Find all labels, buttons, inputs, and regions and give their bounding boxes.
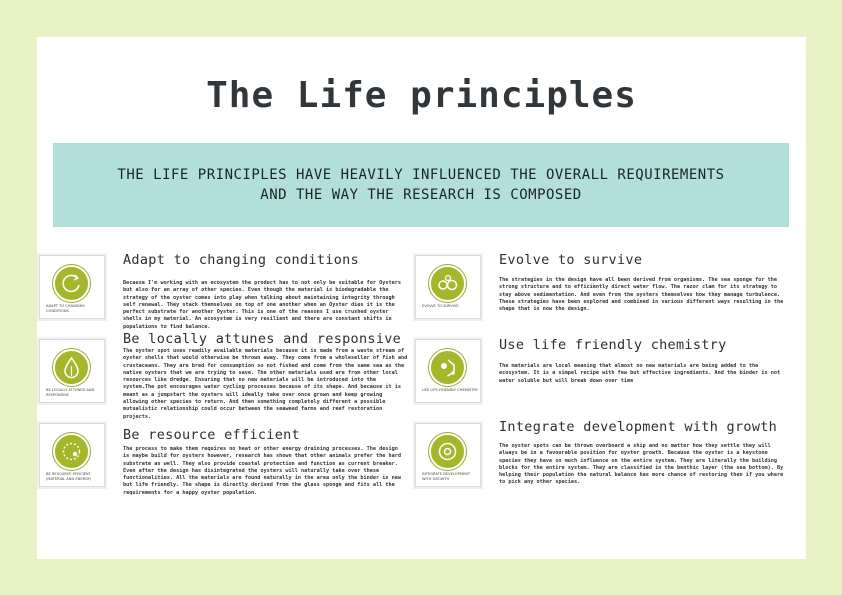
principle-card-evolve — [415, 255, 481, 319]
card-label: USE LIFE-FRIENDLY CHEMISTRY — [422, 388, 478, 392]
card-label: EVOLVE TO SURVIVE — [422, 304, 459, 308]
principle-card-local — [39, 339, 105, 403]
heading-evolve: Evolve to survive — [499, 252, 643, 268]
heading-chemistry: Use life friendly chemistry — [499, 337, 727, 353]
page-sheet — [37, 37, 806, 559]
dotted-cycle-icon — [53, 433, 90, 470]
molecule-icon — [429, 349, 466, 386]
text-local: The oyster spot uses readily available materials because it is made from a waste stream of oyster shells that would otherwise be thrown away. They come from a wholeseller of fish and crustaceans. They are bred for consumption so not fished and come from the same sea as the native oysters that we are trying to save. The other materials used are from other local resources like dredge. Ensuring that no new materials will be introduced into the system.The pot encourages water cycling processes because of its shape. And because it is meant as a jumpstart the oysters will ideally take over once grown and keep growing allowing other species to return. And then something completely different a possible mutualistic relationship could occur between the seaweed farms and reef restoration projects. — [123, 348, 408, 420]
text-evolve: The strategies in the design have all been derived from organisms. The sea sponge for the strong structure and to efficiently direct water flow. The razor clam for its strategy to stay above sedimentation. And even from the oysters themselves how they manage turbulence. These strategies have been explored and combined in various different ways resulting in the shape that is now the design. — [499, 277, 784, 313]
concentric-circle-icon — [429, 433, 466, 470]
heading-efficient: Be resource efficient — [123, 427, 300, 443]
principle-card-adapt — [39, 255, 105, 319]
heading-adapt: Adapt to changing conditions — [123, 252, 359, 268]
heading-integrate: Integrate development with growth — [499, 419, 778, 435]
leaf-drop-icon — [53, 349, 90, 386]
card-label: BE RESOURCE EFFICIENT (MATERIAL AND ENERGY) — [46, 472, 92, 481]
banner-text: THE LIFE PRINCIPLES HAVE HEAVILY INFLUENCED THE OVERALL REQUIREMENTS AND THE WAY THE RESEARCH IS COMPOSED — [117, 167, 725, 203]
heading-local: Be locally attunes and responsive — [123, 331, 402, 347]
card-label: BE LOCALLY ATTUNED AND RESPONSIVE — [46, 388, 95, 397]
page-title: The Life principles — [206, 75, 637, 116]
text-integrate: The oyster spots can be thrown overboard a ship and no matter how they settle they will always be in a favourable position for oyster growth. Because the oyster is a keystone species they have so much influence on the entire system. They are literally the building blocks for the entire system. They are classified in the benthic layer (the sea bottom). By helping their population the natural balance has more chance of restoring then if you where to pick any other species. — [499, 443, 784, 486]
intro-banner — [53, 143, 789, 227]
card-label: ADAPT TO CHANGING CONDITIONS — [46, 304, 85, 313]
text-efficient: The process to make them requires no heat or other energy draining processes. The design is maybe build for oysters however, research has shown that other animals prefer the hard substrate as well. They also provide coastal protection and function as current breaker. Even after the design has disintegrated the oysters will naturally take over these functionalities. All the materials are found naturally in the area only the binder is new but life friendly. The shape is directly derived from the glass sponge and fits all the requirements for a happy oyster population. — [123, 446, 401, 496]
text-chemistry: The materials are local meaning that almost no new materials are being added to the ecosystem. It is a simpel recipe with few but effective ingredients. And the binder is not water soluble but will break down over time — [499, 363, 781, 384]
card-label: INTEGRATE DEVELOPMENT WITH GROWTH — [422, 472, 471, 481]
text-adapt: Because I'm working with an ecosystem the product has to not only be suitable for Oysters but also for an array of other species. Even though the material is biodegradable the strategy of the oyster comes into play when talking about maintaining integrity through self renewal. They stack themselves on top of one another when an Oyster dies it is the perfect substrate for another Oyster. This is one of the reasons I use crushed oyster shells in my material. An ecosystem is very resilient and there are constant shifts in populations to find balance. — [123, 280, 401, 330]
principle-card-chemistry — [415, 339, 481, 403]
cycle-arrow-icon — [53, 265, 90, 302]
principle-card-integrate — [415, 423, 481, 487]
bubbles-icon — [429, 265, 466, 302]
principle-card-efficient — [39, 423, 105, 487]
